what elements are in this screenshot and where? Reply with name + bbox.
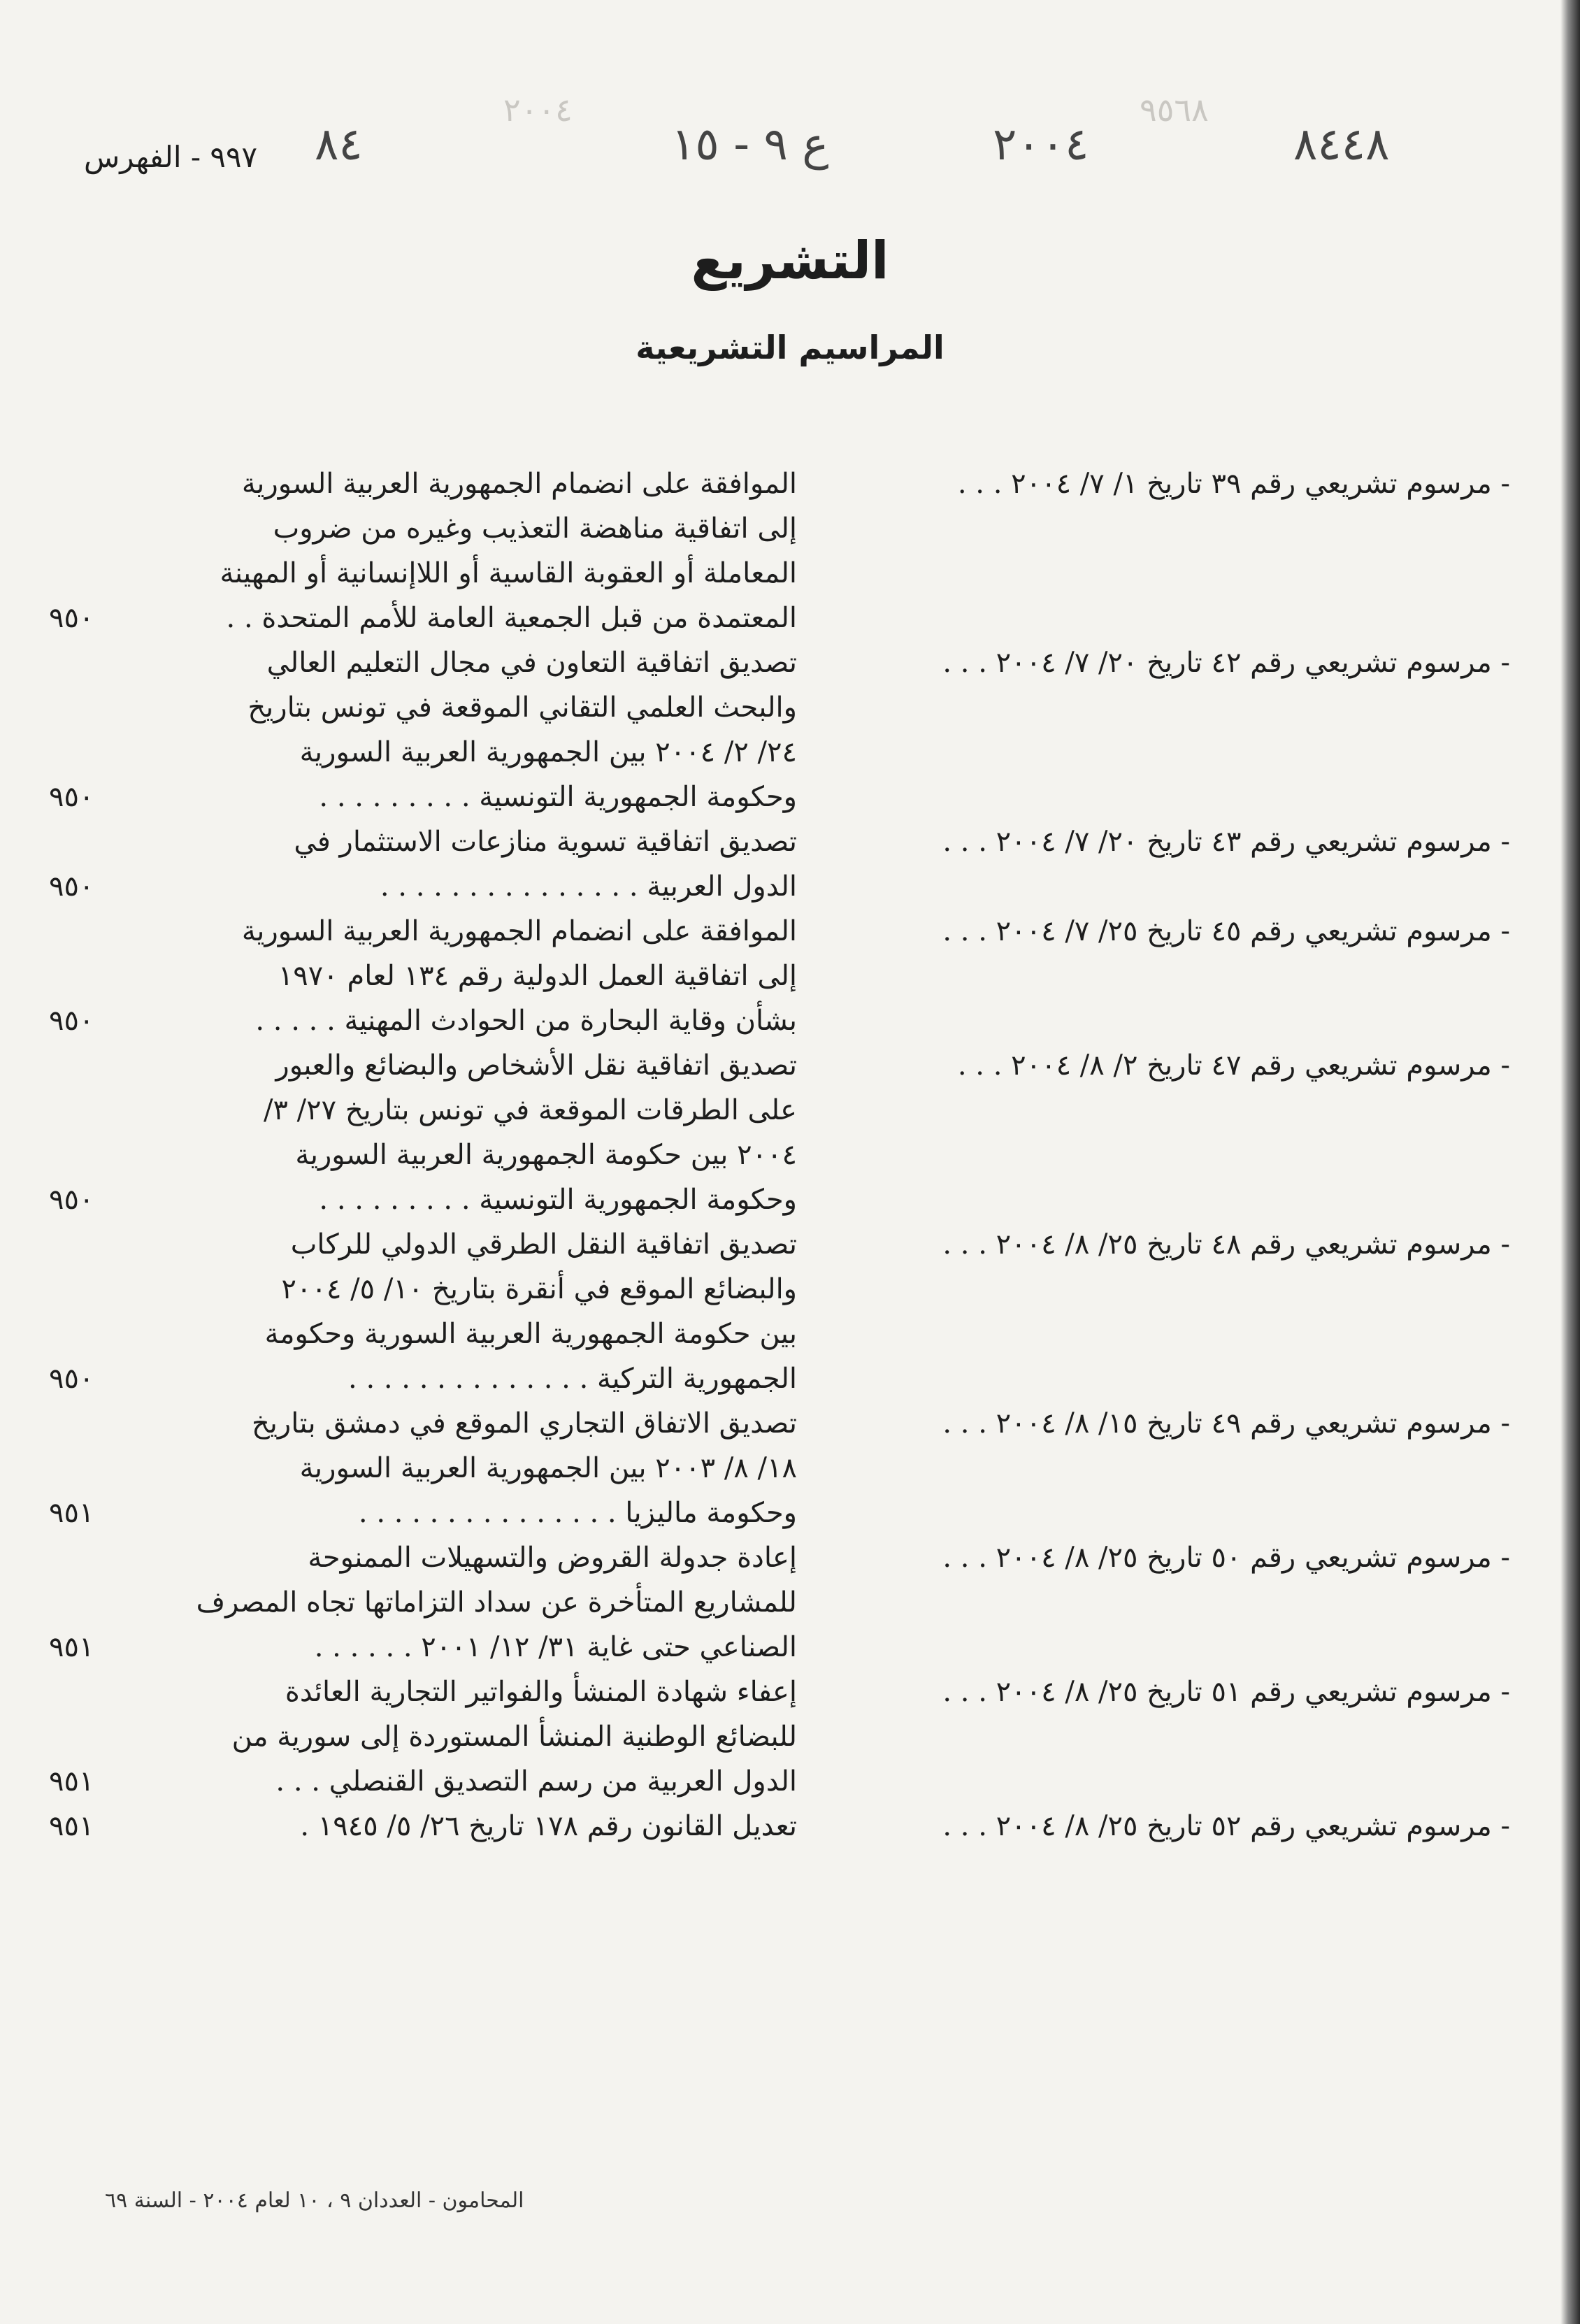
decree-description: [49, 1401, 797, 1535]
page-number: ٩٥٠: [49, 1005, 94, 1037]
description-line: للبضائع الوطنية المنشأ المستوردة إلى سورية من: [231, 1721, 797, 1753]
description-last-line: [49, 1759, 797, 1804]
handwritten-note: ٨٤٤٨: [1293, 119, 1390, 171]
page-number: ٩٥٠: [49, 602, 94, 634]
description-line: تعديل القانون رقم ١٧٨ تاريخ ٢٦/ ٥/ ١٩٤٥ .: [300, 1810, 797, 1842]
decree-description: [49, 1535, 797, 1670]
description-line: تصديق الاتفاق التجاري الموقع في دمشق بتاريخ: [251, 1407, 797, 1440]
page-title: التشريع: [691, 231, 889, 291]
page-number: ٩٥١: [49, 1765, 94, 1798]
description-line: والبحث العلمي التقاني الموقعة في تونس بتاريخ: [247, 691, 797, 724]
index-entries: [49, 461, 1517, 1849]
description-last-line: [49, 1356, 797, 1401]
index-entry: [49, 819, 1517, 909]
description-line: بشأن وقاية البحارة من الحوادث المهنية . . . . .: [255, 1005, 797, 1037]
decree-reference: - مرسوم تشريعي رقم ٤٨ تاريخ ٢٥/ ٨/ ٢٠٠٤ . . .: [942, 1228, 1510, 1261]
description-line: الدول العربية . . . . . . . . . . . . . . .: [380, 870, 797, 903]
handwritten-note: ٢٠٠٤: [993, 119, 1089, 171]
description-last-line: [49, 1625, 797, 1670]
index-entry: [49, 909, 1517, 1043]
description-line: إلى اتفاقية مناهضة التعذيب وغيره من ضروب: [273, 512, 797, 545]
index-entry: [49, 1043, 1517, 1222]
decree-description: [49, 1043, 797, 1222]
description-line: إعفاء شهادة المنشأ والفواتير التجارية العائدة: [285, 1676, 797, 1708]
description-line: للمشاريع المتأخرة عن سداد التزاماتها تجاه المصرف: [196, 1586, 797, 1619]
description-line: تصديق اتفاقية التعاون في مجال التعليم العالي: [266, 647, 797, 679]
description-last-line: [49, 998, 797, 1043]
description-line: الموافقة على انضمام الجمهورية العربية السورية: [241, 915, 797, 947]
description-line: والبضائع الموقع في أنقرة بتاريخ ١٠/ ٥/ ٢٠٠٤: [281, 1273, 797, 1305]
page-number: ٩٥٠: [49, 1184, 94, 1216]
page-footer: المحامون - العددان ٩ ، ١٠ لعام ٢٠٠٤ - السنة ٦٩: [105, 2188, 524, 2213]
index-entry: [49, 640, 1517, 819]
section-title: المراسيم التشريعية: [635, 329, 945, 366]
description-line: تصديق اتفاقية نقل الأشخاص والبضائع والعبور: [275, 1049, 797, 1082]
description-line: على الطرقات الموقعة في تونس بتاريخ ٢٧/ ٣/: [263, 1094, 797, 1126]
page-number: ٩٥١: [49, 1631, 94, 1663]
description-line: إعادة جدولة القروض والتسهيلات الممنوحة: [308, 1542, 797, 1574]
decree-description: [49, 461, 797, 640]
description-last-line: [49, 864, 797, 909]
handwritten-note: ع ٩ - ١٥: [671, 119, 829, 171]
index-entry: [49, 1804, 1517, 1849]
decree-description: [49, 640, 797, 819]
description-line: تصديق اتفاقية النقل الطرقي الدولي للركاب: [290, 1228, 797, 1261]
description-line: وحكومة ماليزيا . . . . . . . . . . . . . . .: [358, 1497, 797, 1529]
description-last-line: [49, 1177, 797, 1222]
description-last-line: [49, 596, 797, 640]
page-number: ٩٥٠: [49, 870, 94, 903]
handwritten-note: ٨٤: [315, 119, 363, 171]
page-number: ٩٥١: [49, 1497, 94, 1529]
index-entry: [49, 461, 1517, 640]
description-line: ٢٠٠٤ بين حكومة الجمهورية العربية السورية: [295, 1139, 797, 1171]
description-line: المعتمدة من قبل الجمعية العامة للأمم المتحدة . .: [226, 602, 797, 634]
description-last-line: [49, 1804, 797, 1849]
decree-description: [49, 819, 797, 909]
page-number: ٩٥١: [49, 1810, 94, 1842]
index-entry: [49, 1222, 1517, 1401]
description-last-line: [49, 1491, 797, 1535]
decree-reference: - مرسوم تشريعي رقم ٤٣ تاريخ ٢٠/ ٧/ ٢٠٠٤ . . .: [942, 826, 1510, 858]
decree-reference: - مرسوم تشريعي رقم ٣٩ تاريخ ١/ ٧/ ٢٠٠٤ . . .: [957, 468, 1510, 500]
decree-description: [49, 1804, 797, 1849]
index-entry: [49, 1670, 1517, 1804]
page-number: ٩٥٠: [49, 781, 94, 813]
decree-reference: - مرسوم تشريعي رقم ٥١ تاريخ ٢٥/ ٨/ ٢٠٠٤ . . .: [942, 1676, 1510, 1708]
decree-reference: - مرسوم تشريعي رقم ٥٠ تاريخ ٢٥/ ٨/ ٢٠٠٤ . . .: [942, 1542, 1510, 1574]
decree-description: [49, 1222, 797, 1401]
description-line: ٢٤/ ٢/ ٢٠٠٤ بين الجمهورية العربية السورية: [299, 736, 797, 768]
description-line: الموافقة على انضمام الجمهورية العربية السورية: [241, 468, 797, 500]
running-header: ٩٩٧ - الفهرس: [84, 140, 258, 174]
description-last-line: [49, 775, 797, 819]
decree-reference: - مرسوم تشريعي رقم ٤٢ تاريخ ٢٠/ ٧/ ٢٠٠٤ . . .: [942, 647, 1510, 679]
description-line: ١٨/ ٨/ ٢٠٠٣ بين الجمهورية العربية السورية: [299, 1452, 797, 1484]
description-line: إلى اتفاقية العمل الدولية رقم ١٣٤ لعام ١٩٧٠: [278, 960, 797, 992]
decree-reference: - مرسوم تشريعي رقم ٥٢ تاريخ ٢٥/ ٨/ ٢٠٠٤ . . .: [942, 1810, 1510, 1842]
description-line: الجمهورية التركية . . . . . . . . . . . . . .: [348, 1363, 797, 1395]
description-line: وحكومة الجمهورية التونسية . . . . . . . . .: [319, 1184, 797, 1216]
faint-mark: ٢٠٠٤: [503, 91, 573, 129]
faint-mark: ٩٥٦٨: [1140, 91, 1209, 129]
decree-description: [49, 909, 797, 1043]
decree-reference: - مرسوم تشريعي رقم ٤٧ تاريخ ٢/ ٨/ ٢٠٠٤ . . .: [957, 1049, 1510, 1082]
description-line: بين حكومة الجمهورية العربية السورية وحكومة: [264, 1318, 797, 1350]
description-line: الدول العربية من رسم التصديق القنصلي . . .: [275, 1765, 797, 1798]
description-line: تصديق اتفاقية تسوية منازعات الاستثمار في: [294, 826, 797, 858]
description-line: الصناعي حتى غاية ٣١/ ١٢/ ٢٠٠١ . . . . . .: [314, 1631, 797, 1663]
decree-description: [49, 1670, 797, 1804]
decree-reference: - مرسوم تشريعي رقم ٤٩ تاريخ ١٥/ ٨/ ٢٠٠٤ . . .: [942, 1407, 1510, 1440]
description-line: المعاملة أو العقوبة القاسية أو اللاإنسانية أو المهينة: [220, 557, 797, 589]
description-line: وحكومة الجمهورية التونسية . . . . . . . . .: [319, 781, 797, 813]
decree-reference: - مرسوم تشريعي رقم ٤٥ تاريخ ٢٥/ ٧/ ٢٠٠٤ . . .: [942, 915, 1510, 947]
index-entry: [49, 1401, 1517, 1535]
index-entry: [49, 1535, 1517, 1670]
page-number: ٩٥٠: [49, 1363, 94, 1395]
